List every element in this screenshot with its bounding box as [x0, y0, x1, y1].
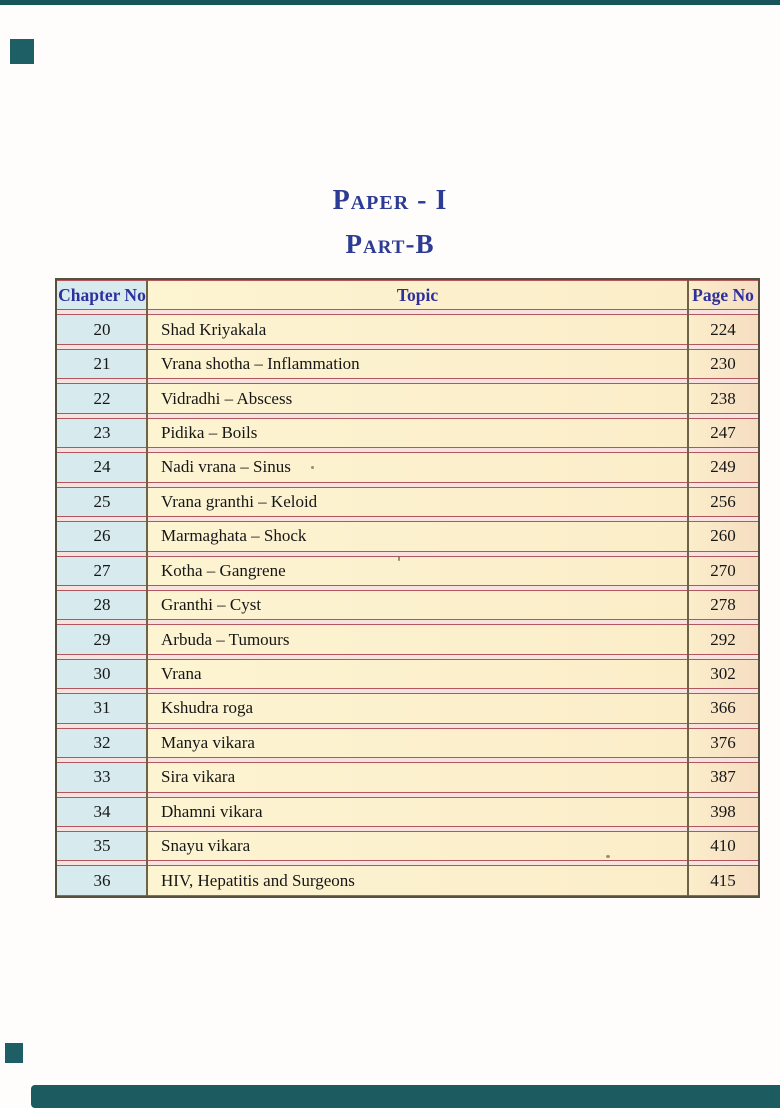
header-topic: Topic	[147, 281, 688, 309]
page-cell: 302	[688, 660, 758, 688]
chapter-cell: 25	[57, 488, 147, 516]
topic-cell: Arbuda – Tumours	[147, 625, 688, 653]
chapter-cell: 30	[57, 660, 147, 688]
topic-cell: Nadi vrana – Sinus	[147, 453, 688, 481]
page-cell: 278	[688, 591, 758, 619]
topic-cell: Vrana shotha – Inflammation	[147, 350, 688, 378]
page-cell: 292	[688, 625, 758, 653]
scan-speck	[311, 466, 314, 469]
page-cell: 387	[688, 763, 758, 791]
topic-cell: Snayu vikara	[147, 832, 688, 860]
scan-speck	[398, 556, 400, 561]
chapter-cell: 21	[57, 350, 147, 378]
page-cell: 256	[688, 488, 758, 516]
contents-table	[55, 278, 760, 898]
table-row	[57, 659, 758, 689]
topic-cell: Shad Kriyakala	[147, 315, 688, 343]
scan-artifact-bottom-left-square	[5, 1043, 23, 1063]
page-cell: 224	[688, 315, 758, 343]
page-cell: 238	[688, 384, 758, 412]
topic-cell: Kshudra roga	[147, 694, 688, 722]
topic-cell: Vidradhi – Abscess	[147, 384, 688, 412]
page-cell: 230	[688, 350, 758, 378]
chapter-cell: 33	[57, 763, 147, 791]
topic-cell: Kotha – Gangrene	[147, 557, 688, 585]
table-row	[57, 831, 758, 861]
scan-speck	[606, 855, 610, 858]
header-page-no: Page No	[688, 281, 758, 309]
topic-cell: Dhamni vikara	[147, 798, 688, 826]
table-row	[57, 349, 758, 379]
chapter-cell: 34	[57, 798, 147, 826]
scan-artifact-top-left-square	[10, 39, 34, 64]
page-cell: 247	[688, 419, 758, 447]
header-chapter-no: Chapter No	[57, 281, 147, 309]
table-row	[57, 693, 758, 723]
chapter-cell: 26	[57, 522, 147, 550]
scan-artifact-bottom-bar	[31, 1085, 780, 1108]
column-divider-left	[146, 280, 148, 896]
page-cell: 410	[688, 832, 758, 860]
topic-cell: Sira vikara	[147, 763, 688, 791]
table-header-row	[57, 280, 758, 310]
chapter-cell: 20	[57, 315, 147, 343]
topic-cell: Manya vikara	[147, 729, 688, 757]
chapter-cell: 35	[57, 832, 147, 860]
column-divider-right	[687, 280, 689, 896]
chapter-cell: 23	[57, 419, 147, 447]
chapter-cell: 22	[57, 384, 147, 412]
table-row	[57, 762, 758, 792]
table-row	[57, 556, 758, 586]
page-cell: 398	[688, 798, 758, 826]
chapter-cell: 36	[57, 866, 147, 894]
topic-cell: Pidika – Boils	[147, 419, 688, 447]
page-cell: 376	[688, 729, 758, 757]
table-row	[57, 314, 758, 344]
table-row	[57, 487, 758, 517]
page-cell: 249	[688, 453, 758, 481]
table-row	[57, 590, 758, 620]
section-title: Paper - I	[332, 185, 448, 216]
page-cell: 260	[688, 522, 758, 550]
topic-cell: Vrana	[147, 660, 688, 688]
table-row	[57, 865, 758, 895]
page-cell: 270	[688, 557, 758, 585]
table-row	[57, 797, 758, 827]
scan-artifact-top-strip	[0, 0, 780, 5]
table-row	[57, 418, 758, 448]
topic-cell: Marmaghata – Shock	[147, 522, 688, 550]
chapter-cell: 31	[57, 694, 147, 722]
table-row	[57, 521, 758, 551]
chapter-cell: 29	[57, 625, 147, 653]
chapter-cell: 28	[57, 591, 147, 619]
table-row	[57, 728, 758, 758]
table-row	[57, 383, 758, 413]
chapter-cell: 32	[57, 729, 147, 757]
topic-cell: HIV, Hepatitis and Surgeons	[147, 866, 688, 894]
table-row	[57, 452, 758, 482]
chapter-cell: 24	[57, 453, 147, 481]
topic-cell: Granthi – Cyst	[147, 591, 688, 619]
topic-cell: Vrana granthi – Keloid	[147, 488, 688, 516]
chapter-cell: 27	[57, 557, 147, 585]
page-cell: 415	[688, 866, 758, 894]
subsection-title: Part-B	[345, 229, 435, 259]
page-cell: 366	[688, 694, 758, 722]
table-row	[57, 624, 758, 654]
